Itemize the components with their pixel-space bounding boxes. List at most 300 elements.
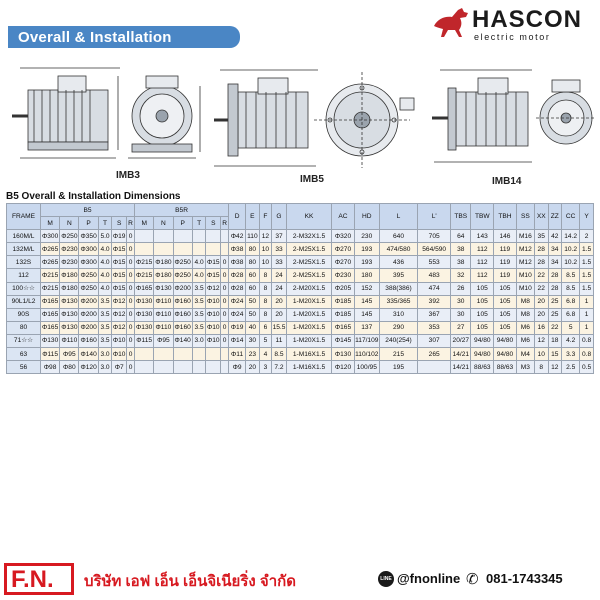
header-col-3: G xyxy=(272,204,287,230)
table-cell: Φ185 xyxy=(332,295,355,308)
table-cell: 26 xyxy=(451,282,471,295)
header-b5r-0: M xyxy=(135,217,154,230)
table-cell xyxy=(154,230,173,243)
header-col-14: ZZ xyxy=(548,204,562,230)
imb5-side-view xyxy=(214,70,318,166)
table-cell: Φ200 xyxy=(173,282,192,295)
header-b5-2: P xyxy=(79,217,98,230)
header-col-13: XX xyxy=(534,204,548,230)
header-group-b5: B5 xyxy=(40,204,134,217)
table-cell: Φ130 xyxy=(135,308,154,321)
imb14-side-view xyxy=(432,70,532,162)
table-cell: 88/63 xyxy=(471,361,494,374)
table-cell: 6.8 xyxy=(562,295,580,308)
table-cell: Φ300 xyxy=(40,230,59,243)
table-cell: M12 xyxy=(516,243,534,256)
table-cell: Φ180 xyxy=(154,256,173,269)
table-cell xyxy=(192,348,206,361)
table-cell xyxy=(173,230,192,243)
table-cell: 32 xyxy=(451,269,471,282)
table-cell: Φ110 xyxy=(154,308,173,321)
table-cell: 94/80 xyxy=(494,348,517,361)
table-cell: Φ165 xyxy=(40,295,59,308)
table-cell: 8 xyxy=(259,269,271,282)
table-cell: 25 xyxy=(548,295,562,308)
table-cell xyxy=(221,348,229,361)
table-cell: 11 xyxy=(272,334,287,347)
table-cell xyxy=(206,348,221,361)
phone-number: 081-1743345 xyxy=(486,571,563,586)
table-cell: Φ15 xyxy=(206,256,221,269)
table-cell: Φ12 xyxy=(206,282,221,295)
table-cell xyxy=(154,361,173,374)
table-cell: Φ12 xyxy=(112,308,127,321)
header-b5-1: N xyxy=(60,217,79,230)
table-cell: Φ140 xyxy=(79,348,98,361)
table-cell: Φ250 xyxy=(60,230,79,243)
table-cell: 94/80 xyxy=(471,334,494,347)
table-cell: Φ24 xyxy=(229,295,246,308)
table-cell: 367 xyxy=(418,308,451,321)
table-cell: 10 xyxy=(259,243,271,256)
table-cell: 60 xyxy=(246,282,260,295)
table-cell: 3.5 xyxy=(98,321,112,334)
table-cell: Φ14 xyxy=(229,334,246,347)
table-cell xyxy=(135,348,154,361)
table-cell: 553 xyxy=(418,256,451,269)
frame-cell: 160M/L xyxy=(7,230,41,243)
table-cell: 100/95 xyxy=(354,361,379,374)
table-cell: 230 xyxy=(354,230,379,243)
header-col-6: HD xyxy=(354,204,379,230)
table-cell: 110/102 xyxy=(354,348,379,361)
table-cell xyxy=(206,230,221,243)
table-cell xyxy=(192,243,206,256)
table-cell: 10.2 xyxy=(562,243,580,256)
table-cell: Φ160 xyxy=(79,334,98,347)
table-cell: Φ200 xyxy=(79,295,98,308)
table-cell: 1-M20X1.5 xyxy=(286,308,331,321)
table-cell: 8.5 xyxy=(272,348,287,361)
table-cell: M6 xyxy=(516,321,534,334)
table-cell: Φ12 xyxy=(112,295,127,308)
table-cell: 119 xyxy=(494,269,517,282)
table-cell: Φ165 xyxy=(332,321,355,334)
line-app-icon: LINE xyxy=(378,571,394,587)
table-cell: 28 xyxy=(548,269,562,282)
frame-cell: 132S xyxy=(7,256,41,269)
table-cell: M16 xyxy=(516,230,534,243)
frame-cell: 80 xyxy=(7,321,41,334)
table-cell: 20 xyxy=(534,308,548,321)
table-cell: Φ185 xyxy=(332,308,355,321)
table-cell: M10 xyxy=(516,282,534,295)
table-row xyxy=(7,256,594,269)
header-group-b5r: B5R xyxy=(135,204,229,217)
table-cell: Φ130 xyxy=(40,334,59,347)
header-b5-3: T xyxy=(98,217,112,230)
table-cell: 290 xyxy=(379,321,418,334)
table-cell: 20 xyxy=(246,361,260,374)
table-cell: 10.2 xyxy=(562,256,580,269)
table-cell: Φ165 xyxy=(40,308,59,321)
table-cell: 25 xyxy=(548,308,562,321)
table-cell: Φ110 xyxy=(154,321,173,334)
table-cell: 5 xyxy=(562,321,580,334)
table-cell: 4.0 xyxy=(98,282,112,295)
table-cell: 395 xyxy=(379,269,418,282)
table-cell: 10 xyxy=(534,348,548,361)
table-row xyxy=(7,243,594,256)
table-cell: 28 xyxy=(534,256,548,269)
header-frame: FRAME xyxy=(7,204,41,230)
table-cell: 4.0 xyxy=(192,269,206,282)
header-b5-0: M xyxy=(40,217,59,230)
table-cell: Φ265 xyxy=(40,243,59,256)
table-cell: 0 xyxy=(221,269,229,282)
table-cell: 335/365 xyxy=(379,295,418,308)
table-cell: 24 xyxy=(272,282,287,295)
table-cell: Φ110 xyxy=(60,334,79,347)
table-cell: 564/590 xyxy=(418,243,451,256)
brand-logo xyxy=(432,4,594,46)
table-cell: Φ115 xyxy=(135,334,154,347)
table-cell: Φ320 xyxy=(332,230,355,243)
table-cell: 146 xyxy=(494,230,517,243)
table-cell: 38 xyxy=(451,256,471,269)
header-col-4: KK xyxy=(286,204,331,230)
table-cell: Φ180 xyxy=(60,282,79,295)
table-cell: 10 xyxy=(259,256,271,269)
frame-cell: 100☆☆ xyxy=(7,282,41,295)
table-cell: 112 xyxy=(471,256,494,269)
table-cell: M10 xyxy=(516,269,534,282)
header-col-7: L xyxy=(379,204,418,230)
table-cell: Φ10 xyxy=(206,295,221,308)
table-cell: 436 xyxy=(379,256,418,269)
table-cell: Φ9 xyxy=(229,361,246,374)
table-cell xyxy=(154,243,173,256)
table-cell: 0 xyxy=(127,348,135,361)
table-cell: 38 xyxy=(451,243,471,256)
header-col-0: D xyxy=(229,204,246,230)
table-cell: Φ140 xyxy=(173,334,192,347)
imb14-front-view xyxy=(536,80,596,144)
table-cell: Φ130 xyxy=(135,295,154,308)
table-cell: 34 xyxy=(548,256,562,269)
table-cell: 88/63 xyxy=(494,361,517,374)
table-cell: Φ160 xyxy=(173,321,192,334)
table-cell: Φ250 xyxy=(79,269,98,282)
table-cell: 4.0 xyxy=(98,269,112,282)
table-cell xyxy=(206,243,221,256)
table-cell: 152 xyxy=(354,282,379,295)
table-cell: 1 xyxy=(580,295,594,308)
table-cell xyxy=(192,230,206,243)
table-row xyxy=(7,348,594,361)
table-cell: 1.5 xyxy=(580,243,594,256)
imb3-front-view xyxy=(128,76,200,158)
brand-tagline: electric motor xyxy=(474,32,551,42)
table-cell: 0 xyxy=(127,295,135,308)
table-cell: 3 xyxy=(259,361,271,374)
header-b5-5: R xyxy=(127,217,135,230)
table-cell: 35 xyxy=(534,230,548,243)
table-cell: 143 xyxy=(471,230,494,243)
table-cell xyxy=(173,243,192,256)
table-cell: Φ42 xyxy=(229,230,246,243)
frame-cell: 112 xyxy=(7,269,41,282)
table-cell: Φ165 xyxy=(135,282,154,295)
table-cell: 3.5 xyxy=(98,295,112,308)
table-cell: 20 xyxy=(272,295,287,308)
table-cell: 145 xyxy=(354,308,379,321)
table-cell: Φ15 xyxy=(206,269,221,282)
table-cell: 117/109 xyxy=(354,334,379,347)
imb3-label: IMB3 xyxy=(116,170,140,181)
table-cell: 15 xyxy=(548,348,562,361)
table-cell: 30 xyxy=(451,308,471,321)
table-cell: Φ130 xyxy=(154,282,173,295)
table-cell: 4 xyxy=(259,348,271,361)
imb14-label: IMB14 xyxy=(492,176,522,187)
table-cell: 50 xyxy=(246,295,260,308)
table-cell: 80 xyxy=(246,256,260,269)
table-cell: Φ38 xyxy=(229,243,246,256)
table-row xyxy=(7,308,594,321)
table-cell: 22 xyxy=(534,269,548,282)
table-cell: 12 xyxy=(259,230,271,243)
table-cell: 0 xyxy=(221,282,229,295)
table-cell: 12 xyxy=(548,361,562,374)
table-cell: 14/21 xyxy=(451,361,471,374)
table-cell: 105 xyxy=(494,321,517,334)
header-col-1: E xyxy=(246,204,260,230)
table-cell: 2.5 xyxy=(562,361,580,374)
table-cell: 0 xyxy=(221,308,229,321)
table-cell: 1.5 xyxy=(580,269,594,282)
table-cell: 22 xyxy=(548,321,562,334)
table-cell: 80 xyxy=(246,243,260,256)
table-cell: Φ11 xyxy=(229,348,246,361)
table-cell: 105 xyxy=(494,282,517,295)
frame-cell: 132M/L xyxy=(7,243,41,256)
table-cell: Φ145 xyxy=(332,334,355,347)
frame-cell: 90L1/L2 xyxy=(7,295,41,308)
table-cell: 110 xyxy=(246,230,260,243)
table-cell: 3.5 xyxy=(98,308,112,321)
table-row xyxy=(7,295,594,308)
table-cell: 0 xyxy=(127,308,135,321)
table-cell: 3.0 xyxy=(192,334,206,347)
table-cell: Φ200 xyxy=(79,321,98,334)
table-cell: 1 xyxy=(580,308,594,321)
table-cell: 1-M20X1.5 xyxy=(286,334,331,347)
table-cell: 2-M25X1.5 xyxy=(286,269,331,282)
table-cell: 0 xyxy=(127,321,135,334)
table-cell xyxy=(135,243,154,256)
table-cell: 195 xyxy=(379,361,418,374)
table-cell: 20/27 xyxy=(451,334,471,347)
table-cell: Φ215 xyxy=(40,269,59,282)
table-row xyxy=(7,269,594,282)
table-cell: M8 xyxy=(516,308,534,321)
table-cell: Φ230 xyxy=(60,256,79,269)
table-cell: 4.0 xyxy=(98,243,112,256)
table-cell: 105 xyxy=(494,295,517,308)
imb5-label: IMB5 xyxy=(300,174,324,185)
table-cell: 8 xyxy=(259,282,271,295)
table-cell: 14/21 xyxy=(451,348,471,361)
table-cell: 2-M25X1.5 xyxy=(286,243,331,256)
table-cell: 3.5 xyxy=(192,308,206,321)
table-cell xyxy=(221,361,229,374)
table-cell xyxy=(173,361,192,374)
table-cell: 50 xyxy=(246,308,260,321)
dimension-drawings xyxy=(0,58,600,190)
table-cell: Φ10 xyxy=(206,308,221,321)
table-cell: Φ28 xyxy=(229,282,246,295)
table-row xyxy=(7,361,594,374)
table-row xyxy=(7,321,594,334)
table-cell: Φ215 xyxy=(135,256,154,269)
horse-icon xyxy=(432,4,472,38)
table-cell: 8.5 xyxy=(562,269,580,282)
table-cell: 64 xyxy=(451,230,471,243)
table-cell: Φ10 xyxy=(112,348,127,361)
table-cell: Φ15 xyxy=(112,269,127,282)
table-cell: 94/80 xyxy=(471,348,494,361)
table-cell: 16 xyxy=(534,321,548,334)
table-cell xyxy=(206,361,221,374)
table-cell: 18 xyxy=(548,334,562,347)
frame-cell: 56 xyxy=(7,361,41,374)
table-cell: Φ250 xyxy=(79,282,98,295)
table-cell: 37 xyxy=(272,230,287,243)
table-cell: Φ215 xyxy=(40,282,59,295)
table-cell: Φ115 xyxy=(40,348,59,361)
phone-icon: ✆ xyxy=(466,571,479,588)
table-cell: 0 xyxy=(221,295,229,308)
table-cell xyxy=(221,230,229,243)
table-cell: 215 xyxy=(379,348,418,361)
table-cell: 0 xyxy=(221,256,229,269)
table-cell: Φ160 xyxy=(173,295,192,308)
table-cell: 0 xyxy=(127,361,135,374)
table-cell: Φ95 xyxy=(60,348,79,361)
table-cell: 30 xyxy=(246,334,260,347)
table-cell: 1-M16X1.5 xyxy=(286,348,331,361)
table-cell: 22 xyxy=(534,282,548,295)
table-cell xyxy=(192,361,206,374)
table-cell: 94/80 xyxy=(494,334,517,347)
table-cell: 307 xyxy=(418,334,451,347)
table-cell xyxy=(418,361,451,374)
header-col-10: TBW xyxy=(471,204,494,230)
table-cell: Φ15 xyxy=(112,282,127,295)
table-cell: 145 xyxy=(354,295,379,308)
table-cell: 5.0 xyxy=(98,230,112,243)
table-cell: 30 xyxy=(451,295,471,308)
table-cell: 14.2 xyxy=(562,230,580,243)
table-cell: 3.5 xyxy=(192,282,206,295)
table-cell: 1-M20X1.5 xyxy=(286,295,331,308)
table-cell: 60 xyxy=(246,269,260,282)
table-cell: 28 xyxy=(534,243,548,256)
table-cell: 20 xyxy=(534,295,548,308)
table-cell: 0 xyxy=(127,334,135,347)
table-cell: 8 xyxy=(534,361,548,374)
table-cell: 1.5 xyxy=(580,282,594,295)
table-cell: 15.5 xyxy=(272,321,287,334)
table-cell: 180 xyxy=(354,269,379,282)
table-cell: 0.5 xyxy=(580,361,594,374)
table-cell: Φ270 xyxy=(332,256,355,269)
table-cell: 3.5 xyxy=(192,295,206,308)
table-cell: Φ205 xyxy=(332,282,355,295)
table-title: B5 Overall & Installation Dimensions xyxy=(6,191,181,202)
table-cell: 40 xyxy=(246,321,260,334)
table-cell: M6 xyxy=(516,334,534,347)
table-cell: Φ130 xyxy=(60,295,79,308)
table-cell xyxy=(221,243,229,256)
table-cell: Φ95 xyxy=(154,334,173,347)
line-id-text: @fnonline xyxy=(397,571,461,586)
table-cell: Φ80 xyxy=(60,361,79,374)
table-cell: Φ250 xyxy=(173,256,192,269)
table-cell: Φ15 xyxy=(112,256,127,269)
table-cell: 42 xyxy=(548,230,562,243)
table-cell: Φ265 xyxy=(40,256,59,269)
table-cell: Φ300 xyxy=(79,243,98,256)
table-cell xyxy=(173,348,192,361)
table-cell: Φ19 xyxy=(112,230,127,243)
table-cell: 112 xyxy=(471,269,494,282)
table-cell: Φ180 xyxy=(60,269,79,282)
table-cell: 0 xyxy=(127,243,135,256)
table-cell: Φ19 xyxy=(229,321,246,334)
table-cell: 388(386) xyxy=(379,282,418,295)
table-cell: 640 xyxy=(379,230,418,243)
table-cell: 24 xyxy=(272,269,287,282)
table-row xyxy=(7,334,594,347)
header-b5r-3: T xyxy=(192,217,206,230)
table-cell: 0.8 xyxy=(580,348,594,361)
table-cell: 137 xyxy=(354,321,379,334)
table-cell: 0 xyxy=(127,256,135,269)
table-cell: 28 xyxy=(548,282,562,295)
table-cell: Φ120 xyxy=(332,361,355,374)
table-cell: Φ24 xyxy=(229,308,246,321)
header-col-11: TBH xyxy=(494,204,517,230)
table-cell: Φ12 xyxy=(112,321,127,334)
table-cell: 33 xyxy=(272,243,287,256)
table-cell: 240(254) xyxy=(379,334,418,347)
header-b5r-4: S xyxy=(206,217,221,230)
header-col-8: L' xyxy=(418,204,451,230)
table-cell: Φ160 xyxy=(173,308,192,321)
table-cell: 265 xyxy=(418,348,451,361)
frame-cell: 63 xyxy=(7,348,41,361)
table-cell: 1 xyxy=(580,321,594,334)
table-cell: 105 xyxy=(471,321,494,334)
table-cell: 0 xyxy=(221,334,229,347)
header-b5r-2: P xyxy=(173,217,192,230)
table-cell: 474/580 xyxy=(379,243,418,256)
table-cell: Φ230 xyxy=(332,269,355,282)
table-cell: M4 xyxy=(516,348,534,361)
table-cell: 23 xyxy=(246,348,260,361)
